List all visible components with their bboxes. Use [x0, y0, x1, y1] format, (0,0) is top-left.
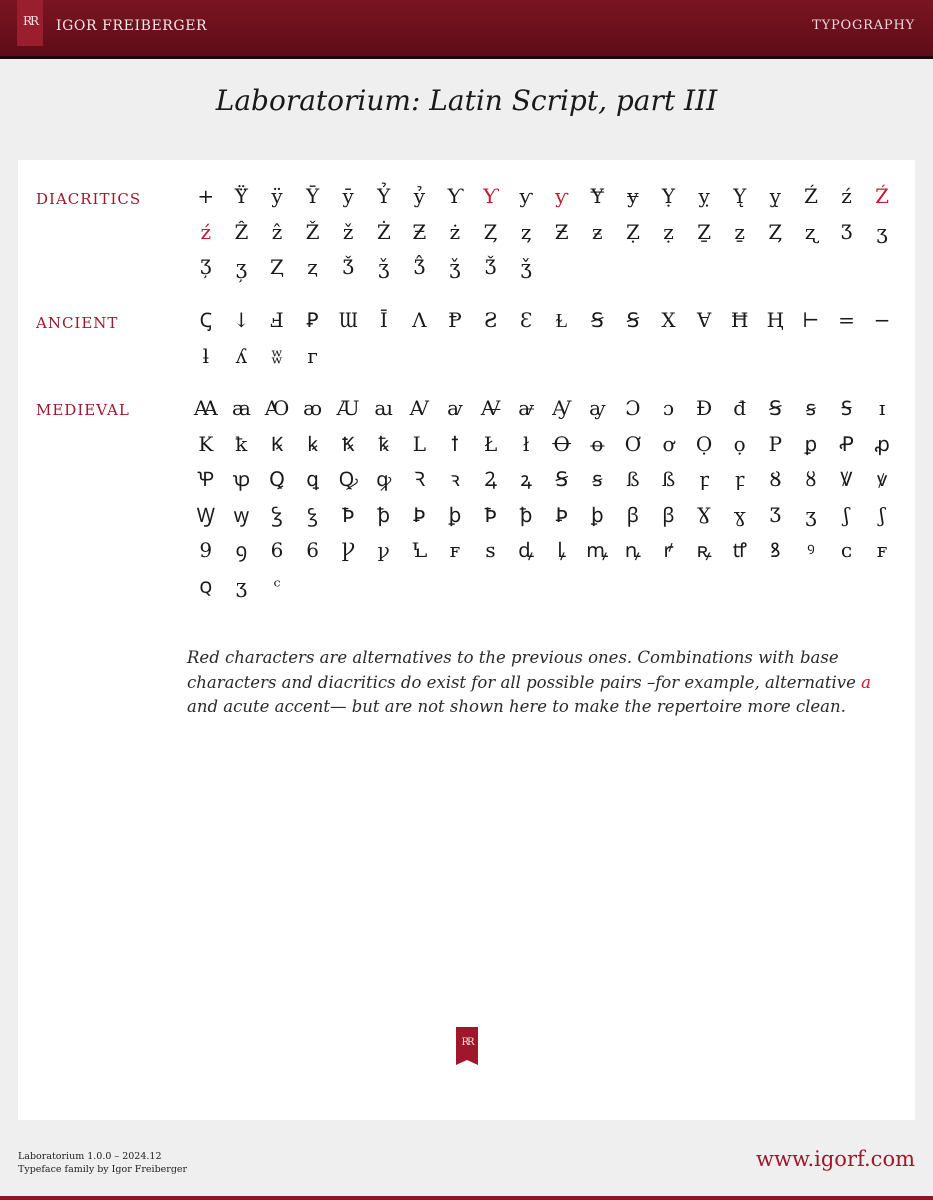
- glyph: ꝡ: [233, 502, 250, 527]
- footer-info: [18, 1150, 187, 1176]
- logo-badge[interactable]: [17, 0, 43, 46]
- glyph: Ꝣ: [271, 502, 283, 527]
- glyph: ꝟ: [877, 467, 888, 491]
- glyph: ł: [522, 431, 530, 456]
- glyph: ᴦ: [307, 343, 318, 368]
- glyph-card: [18, 160, 915, 1120]
- glyph: Ꝕ: [197, 467, 215, 491]
- glyph: ꜷ: [374, 396, 394, 420]
- glyph: ꝼ: [734, 467, 745, 491]
- glyph: Ꜵ: [264, 396, 290, 420]
- glyph: ǯ: [378, 255, 390, 279]
- glyph-grid-diacritics: [188, 179, 903, 286]
- glyph: Ħ: [730, 308, 749, 332]
- glyph: −: [873, 308, 891, 332]
- glyph: ɣ: [733, 502, 746, 527]
- page-header: [0, 0, 933, 59]
- glyph: Ƨ: [483, 308, 498, 332]
- glyph: Ꝟ: [840, 467, 853, 491]
- glyph: Ꝡ: [196, 502, 216, 527]
- glyph: ẕ: [734, 219, 745, 244]
- footer-version: Laboratorium 1.0.0 – 2024.12: [18, 1151, 162, 1162]
- glyph: Ꟊ: [840, 396, 852, 420]
- glyph: ꝧ: [590, 502, 604, 527]
- glyph: Ȥ: [768, 219, 783, 244]
- glyph: ꝵ: [663, 538, 674, 562]
- glyph: Ǯ: [342, 255, 354, 279]
- glyph: ꝃ: [307, 431, 318, 456]
- glyph: Ⅎ: [270, 308, 284, 332]
- glyph: Ꝛ: [413, 467, 426, 491]
- glyph: ƴ: [555, 184, 569, 208]
- row-label-medieval: MEDIEVAL: [36, 401, 130, 419]
- glyph: ꝳ: [586, 538, 609, 562]
- glyph: ꝥ: [519, 502, 533, 527]
- page-title: Laboratorium: Latin Script, part III: [215, 84, 718, 117]
- glyph: ꝴ: [624, 538, 641, 562]
- glyph: ꝧ: [448, 502, 462, 527]
- glyph: Ẑ: [234, 219, 249, 244]
- glyph: X: [661, 308, 676, 332]
- glyph: Ꝅ: [341, 431, 355, 456]
- glyph: K: [198, 431, 214, 456]
- glyph: ɔ: [662, 396, 675, 420]
- glyph: Ɔ: [625, 396, 641, 420]
- glyph: Ỵ: [661, 184, 676, 208]
- note-highlight: a: [861, 672, 871, 692]
- glyph: Ž: [305, 219, 320, 244]
- glyph: Ɫ: [555, 308, 568, 332]
- glyph: Ꜽ: [552, 396, 572, 420]
- glyph: Ꝋ: [552, 431, 572, 456]
- glyph: Ꝑ: [306, 308, 319, 332]
- glyph: Ʌ: [412, 308, 427, 332]
- logo-monogram: RR: [22, 14, 38, 28]
- glyph: ỵ: [698, 184, 710, 208]
- glyph: ꝕ: [232, 467, 251, 491]
- glyph: Ơ: [624, 431, 642, 456]
- glyph: Ȳ: [305, 184, 320, 208]
- glyph-grid-ancient: [188, 303, 903, 374]
- section-label[interactable]: TYPOGRAPHY: [812, 18, 915, 33]
- glyph: Ꞔ: [199, 308, 213, 332]
- glyph: ÿ: [271, 184, 283, 208]
- glyph: ʒ̦: [235, 255, 248, 279]
- row-label-ancient: ANCIENT: [36, 314, 119, 332]
- glyph: ǯ: [449, 255, 461, 279]
- glyph: ʒ: [805, 502, 817, 527]
- glyph: Ꝩ: [341, 538, 356, 562]
- glyph: ź: [200, 219, 212, 244]
- center-logo-monogram: RR: [461, 1037, 473, 1048]
- glyph: Ꝙ: [338, 467, 358, 491]
- explanatory-note: [187, 646, 897, 720]
- glyph: ʃ: [879, 502, 885, 527]
- glyph: ꜰ: [449, 538, 461, 562]
- glyph: ꜳ: [231, 396, 251, 420]
- glyph: ʐ: [804, 219, 817, 244]
- glyph: ꝯ: [235, 538, 248, 562]
- glyph: Ȣ: [769, 467, 782, 491]
- glyph: Ɏ: [590, 184, 604, 208]
- glyph: Ꝃ: [270, 431, 284, 456]
- glyph: Ʒ̦: [200, 255, 212, 279]
- glyph: ꝅ: [378, 431, 390, 456]
- glyph: Đ: [696, 396, 713, 420]
- glyph: ß: [626, 467, 640, 491]
- glyph: Ꜷ: [336, 396, 360, 420]
- glyph: ꝓ: [874, 431, 890, 456]
- glyph: ꜽ: [589, 396, 606, 420]
- bottom-rule: [0, 1196, 933, 1200]
- glyph: Ī: [379, 308, 388, 332]
- glyph: ȣ: [805, 467, 817, 491]
- glyph: ȥ: [520, 219, 532, 244]
- note-text-1: Red characters are alternatives to the previous ones. Combinations with base characters and diacritics do exist for all possible pairs –for example, alternative: [187, 648, 862, 692]
- glyph: ꝑ: [804, 431, 818, 456]
- glyph: ᶜ: [273, 573, 281, 598]
- glyph: ꝛ: [450, 467, 460, 491]
- glyph: ʒ: [876, 219, 888, 244]
- glyph: Ꝇ: [411, 538, 428, 562]
- glyph: ʒ: [235, 573, 248, 598]
- glyph: ꜰ: [876, 538, 888, 562]
- glyph: Ɐ: [696, 308, 712, 332]
- glyph: Ꝥ: [342, 502, 355, 527]
- glyph: ꝗ: [306, 467, 319, 491]
- glyph: Ⱬ: [270, 255, 284, 279]
- glyph: ꜱ: [485, 538, 496, 562]
- glyph: Ɛ: [519, 308, 533, 332]
- glyph: ꝰ: [807, 538, 815, 562]
- glyph: Ÿ̈: [234, 184, 248, 208]
- glyph: ỷ: [413, 184, 426, 208]
- glyph: Y̨: [733, 184, 747, 208]
- glyph: ƚ: [202, 343, 209, 368]
- glyph: Ʒ: [769, 502, 781, 527]
- glyph: Ż: [376, 219, 391, 244]
- row-label-diacritics: DIACRITICS: [36, 190, 142, 208]
- glyph: Ź: [803, 184, 818, 208]
- glyph: ƶ: [592, 219, 603, 244]
- glyph: ꝩ: [377, 538, 390, 562]
- glyph: Ⱨ: [766, 308, 785, 332]
- glyph: ꝲ: [557, 538, 567, 562]
- glyph: ⱬ: [307, 255, 318, 279]
- glyph: Ƴ: [447, 184, 463, 208]
- glyph: ꝋ: [590, 431, 605, 456]
- glyph: ɏ: [627, 184, 639, 208]
- glyph: ɪ: [878, 396, 886, 420]
- glyph: ż: [449, 219, 461, 244]
- glyph: ọ: [733, 431, 746, 456]
- glyph: Ꜹ: [409, 396, 430, 420]
- glyph: ꜹ: [447, 396, 463, 420]
- center-logo: [456, 1027, 478, 1065]
- glyph: đ: [733, 396, 747, 420]
- glyph: L: [412, 431, 426, 456]
- glyph: 6: [306, 538, 319, 562]
- glyph: ß: [661, 467, 676, 491]
- glyph: Ƶ: [412, 219, 427, 244]
- glyph: ź: [841, 184, 852, 208]
- glyph: ⊢: [802, 308, 820, 332]
- glyph: ẓ: [663, 219, 674, 244]
- glyph: ꞩ: [592, 467, 603, 491]
- glyph: ꝼ: [699, 467, 709, 491]
- glyph: Ʒ̂: [413, 255, 425, 279]
- glyph: +: [197, 184, 215, 208]
- note-text-2: and acute accent— but are not shown here to make the repertoire more clean.: [187, 697, 846, 716]
- glyph: 9: [199, 538, 213, 562]
- glyph: ꝸ: [770, 538, 781, 562]
- glyph: ꝱ: [518, 538, 535, 562]
- glyph: 6: [270, 538, 284, 562]
- glyph: Ꞩ: [626, 308, 640, 332]
- glyph: Ł: [483, 431, 498, 456]
- glyph: Ꝝ: [484, 467, 497, 491]
- glyph: ꝣ: [307, 502, 318, 527]
- glyph: Ᵽ: [448, 308, 462, 332]
- glyph: ꝉ: [450, 431, 460, 456]
- glyph: Ɯ: [338, 308, 358, 332]
- glyph: ꞵ: [662, 502, 675, 527]
- glyph: ↓: [233, 308, 250, 332]
- glyph: =: [838, 308, 855, 332]
- glyph: Ꝧ: [413, 502, 426, 527]
- glyph: Ẓ: [625, 219, 640, 244]
- glyph: ꝝ: [520, 467, 532, 491]
- glyph-grid-medieval: [188, 391, 903, 604]
- glyph: ž: [342, 219, 354, 244]
- glyph: ꜻ: [518, 396, 534, 420]
- glyph: P: [768, 431, 783, 456]
- glyph: ꝙ: [376, 467, 392, 491]
- glyph: ʬ: [271, 343, 283, 368]
- glyph: Ꞩ: [768, 396, 782, 420]
- glyph: Ꝥ: [484, 502, 497, 527]
- glyph: ꞯ: [199, 573, 213, 598]
- glyph: y̨: [769, 184, 781, 208]
- glyph: Ƴ: [483, 184, 498, 208]
- glyph: Ẕ: [697, 219, 712, 244]
- glyph: Ȥ: [483, 219, 498, 244]
- glyph: ꝷ: [732, 538, 747, 562]
- brand-name[interactable]: IGOR FREIBERGER: [56, 18, 208, 34]
- glyph: ᴄ: [840, 538, 853, 562]
- glyph: Ꜳ: [193, 396, 218, 420]
- glyph: ꝶ: [696, 538, 712, 562]
- glyph: ẑ: [271, 219, 283, 244]
- glyph: Ꞩ: [590, 308, 604, 332]
- glyph: ꜵ: [303, 396, 323, 420]
- glyph: Ʒ: [840, 219, 853, 244]
- glyph: Ƶ: [554, 219, 569, 244]
- glyph: Ꝗ: [269, 467, 285, 491]
- glyph: ơ: [662, 431, 675, 456]
- glyph: ꞩ: [805, 396, 817, 420]
- glyph: Ź: [875, 184, 890, 208]
- glyph: Ꝓ: [839, 431, 854, 456]
- glyph: Ꝧ: [555, 502, 568, 527]
- glyph: ǯ: [520, 255, 532, 279]
- glyph: ƴ: [519, 184, 533, 208]
- glyph: Ỷ: [377, 184, 391, 208]
- footer-url-link[interactable]: www.igorf.com: [756, 1147, 915, 1171]
- glyph: Ọ: [695, 431, 713, 456]
- footer-credit: Typeface family by Igor Freiberger: [18, 1164, 188, 1175]
- glyph: Ꜻ: [480, 396, 501, 420]
- glyph: Ꞩ: [555, 467, 569, 491]
- glyph: Ǯ: [484, 255, 497, 279]
- glyph: Ɣ: [696, 502, 712, 527]
- glyph: ꞵ: [626, 502, 640, 527]
- glyph: ʎ: [235, 343, 248, 368]
- glyph: ꝥ: [377, 502, 391, 527]
- glyph: ꝁ: [235, 431, 248, 456]
- glyph: ʃ: [843, 502, 850, 527]
- glyph: ȳ: [342, 184, 354, 208]
